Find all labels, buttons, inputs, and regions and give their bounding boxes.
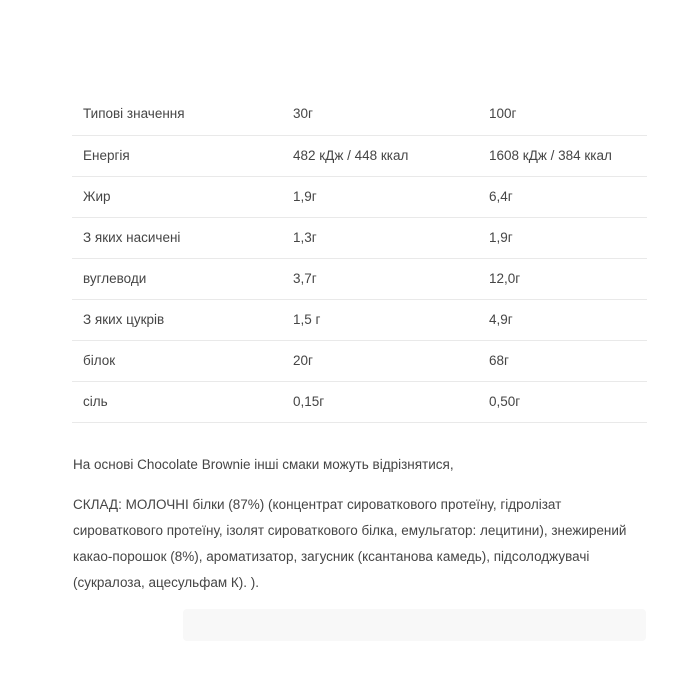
column-header-per-100g: 100г — [489, 106, 517, 122]
table-row — [72, 340, 647, 381]
notes-section — [73, 452, 629, 596]
flavour-basis-note: На основі Chocolate Brownie інші смаки можуть відрізнятися, — [73, 457, 454, 472]
table-row — [72, 381, 647, 422]
nutrient-label: Енергія — [72, 135, 282, 176]
nutrient-label: білок — [72, 340, 282, 381]
nutrient-value-per-100g: 1,9г — [478, 217, 647, 258]
nutrient-value-per-100g: 6,4г — [478, 176, 647, 217]
ingredients-note: СКЛАД: МОЛОЧНІ білки (87%) (концентрат сироваткового протеїну, гідролізат сироваткового протеїну, ізолят сироваткового білка, емульгатор: лецитини), знежирений какао-порошок (8%), ароматизатор, загусник (ксантанова камедь), підсолоджувачі (сукралоза, ацесульфам К). ). — [73, 497, 627, 590]
bottom-placeholder-panel — [183, 609, 646, 641]
column-header-typical-values: Типові значення — [83, 106, 185, 122]
nutrient-value-serving: 1,9г — [282, 176, 478, 217]
table-row — [72, 135, 647, 176]
nutrient-value-serving: 3,7г — [282, 258, 478, 299]
nutrient-label: З яких насичені — [72, 217, 282, 258]
nutrition-facts-table — [72, 94, 647, 423]
nutrition-table-body — [72, 94, 647, 422]
nutrient-value-per-100g: 0,50г — [478, 381, 647, 422]
column-header-serving: 30г — [293, 106, 313, 122]
nutrient-value-per-100g: 68г — [478, 340, 647, 381]
nutrient-value-serving: 1,3г — [282, 217, 478, 258]
table-row — [72, 299, 647, 340]
table-row — [72, 176, 647, 217]
table-row — [72, 258, 647, 299]
nutrient-label: сіль — [72, 381, 282, 422]
nutrient-label: вуглеводи — [72, 258, 282, 299]
nutrient-label: З яких цукрів — [72, 299, 282, 340]
table-header-row — [72, 94, 647, 135]
nutrient-value-per-100g: 12,0г — [478, 258, 647, 299]
nutrient-value-serving: 20г — [282, 340, 478, 381]
nutrient-value-per-100g: 1608 кДж / 384 ккал — [478, 135, 647, 176]
nutrient-value-per-100g: 4,9г — [478, 299, 647, 340]
nutrient-value-serving: 0,15г — [282, 381, 478, 422]
nutrient-value-serving: 1,5 г — [282, 299, 478, 340]
table-row — [72, 217, 647, 258]
nutrient-value-serving: 482 кДж / 448 ккал — [282, 135, 478, 176]
nutrient-label: Жир — [72, 176, 282, 217]
